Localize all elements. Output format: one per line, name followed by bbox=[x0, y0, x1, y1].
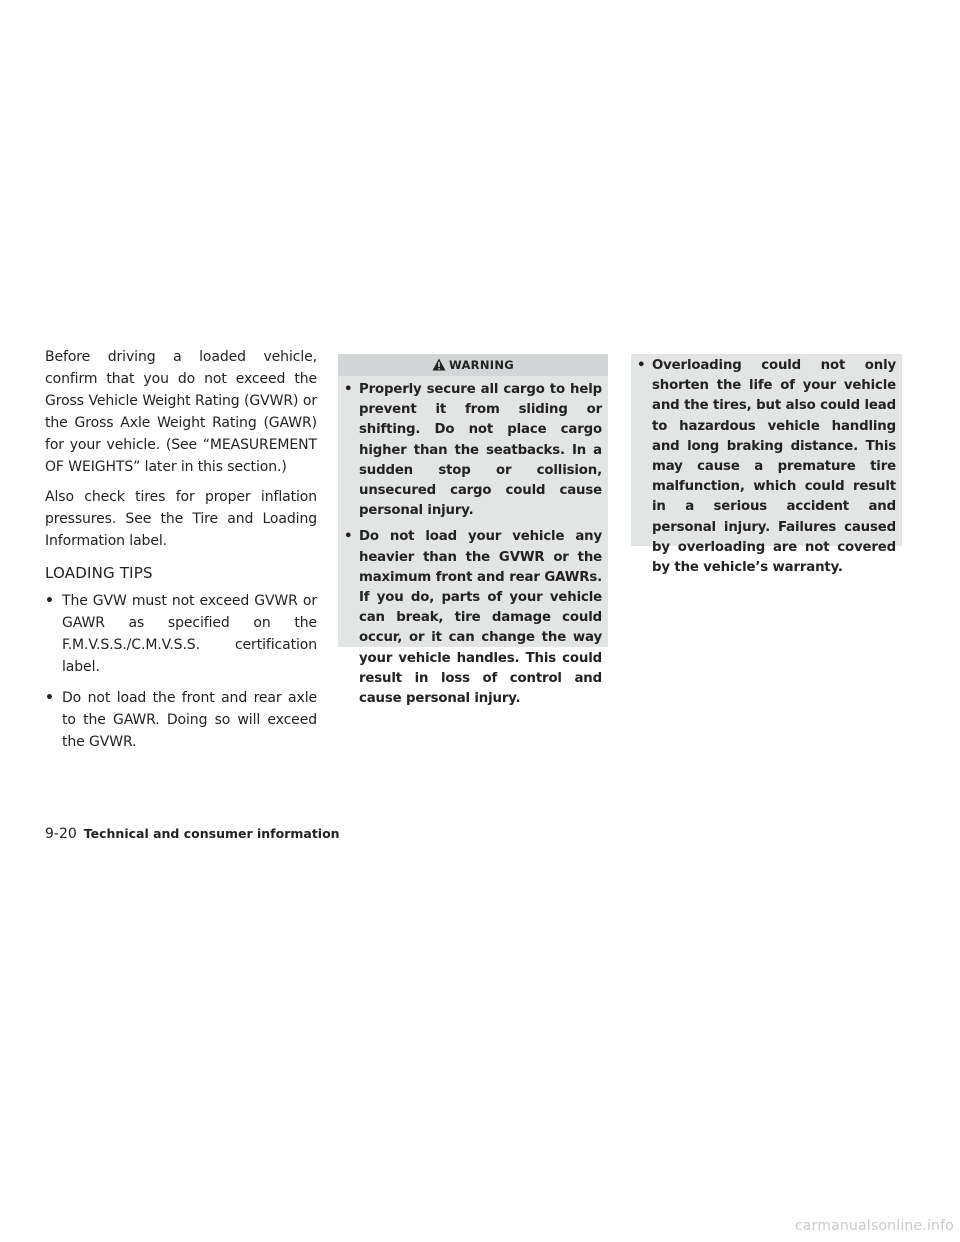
loading-tips-list bbox=[45, 590, 317, 753]
column-2 bbox=[338, 354, 608, 707]
list-item bbox=[45, 590, 317, 678]
watermark: carmanualsonline.info bbox=[794, 1218, 954, 1234]
page-number: 9-20 bbox=[45, 826, 77, 842]
section-heading: LOADING TIPS bbox=[45, 564, 153, 582]
warning-box bbox=[338, 354, 608, 707]
bullet: • bbox=[344, 529, 353, 545]
warning-box-continued bbox=[631, 354, 902, 576]
list-item bbox=[344, 527, 602, 709]
list-item-text: Do not load your vehicle any heavier than the GVWR or the maximum front and rear GAWRs. If you do, parts of your vehicle can break, tire damage could occur, or it can change the way your vehicle handles. This could result in loss of control and cause personal injury. bbox=[359, 529, 602, 707]
list-item bbox=[45, 687, 317, 753]
warning-list bbox=[637, 356, 896, 578]
bullet: • bbox=[637, 358, 646, 373]
section-title: Technical and consumer information bbox=[83, 826, 340, 841]
bullet: • bbox=[45, 690, 54, 706]
warning-triangle-icon bbox=[432, 358, 446, 371]
list-item-text: Do not load the front and rear axle to the GAWR. Doing so will exceed the GVWR. bbox=[62, 690, 317, 750]
bullet: • bbox=[344, 382, 353, 397]
column-1 bbox=[45, 346, 317, 762]
warning-body bbox=[631, 354, 902, 588]
warning-body bbox=[338, 376, 608, 719]
column-3 bbox=[631, 354, 902, 576]
warning-header bbox=[338, 354, 608, 376]
inflation-paragraph: Also check tires for proper inflation pressures. See the Tire and Loading Information label. bbox=[45, 489, 317, 549]
list-item-text: Properly secure all cargo to help prevent it from sliding or shifting. Do not place cargo higher than the seatbacks. In a sudden stop or collision, unsecured cargo could cause personal injury. bbox=[359, 382, 602, 519]
page-footer bbox=[45, 824, 340, 844]
warning-title: WARNING bbox=[449, 358, 514, 372]
intro-paragraph: Before driving a loaded vehicle, confirm that you do not exceed the Gross Vehicle Weight Rating (GVWR) or the Gross Axle Weight Rating (GAWR) for your vehicle. (See “MEASUREMENT OF WEIGHTS” later in this section.) bbox=[45, 349, 317, 475]
list-item-text: The GVW must not exceed GVWR or GAWR as specified on the F.M.V.S.S./C.M.V.S.S. certification label. bbox=[62, 593, 317, 675]
list-item bbox=[637, 356, 896, 578]
list-item bbox=[344, 380, 602, 521]
list-item-text: Overloading could not only shorten the life of your vehicle and the tires, but also could lead to hazardous vehicle handling and long braking distance. This may cause a premature tire malfunction, which could result in a serious accident and personal injury. Failures caused by overloading are not covered by the vehicle’s warranty. bbox=[652, 358, 896, 576]
warning-list bbox=[344, 380, 602, 709]
bullet: • bbox=[45, 593, 54, 609]
